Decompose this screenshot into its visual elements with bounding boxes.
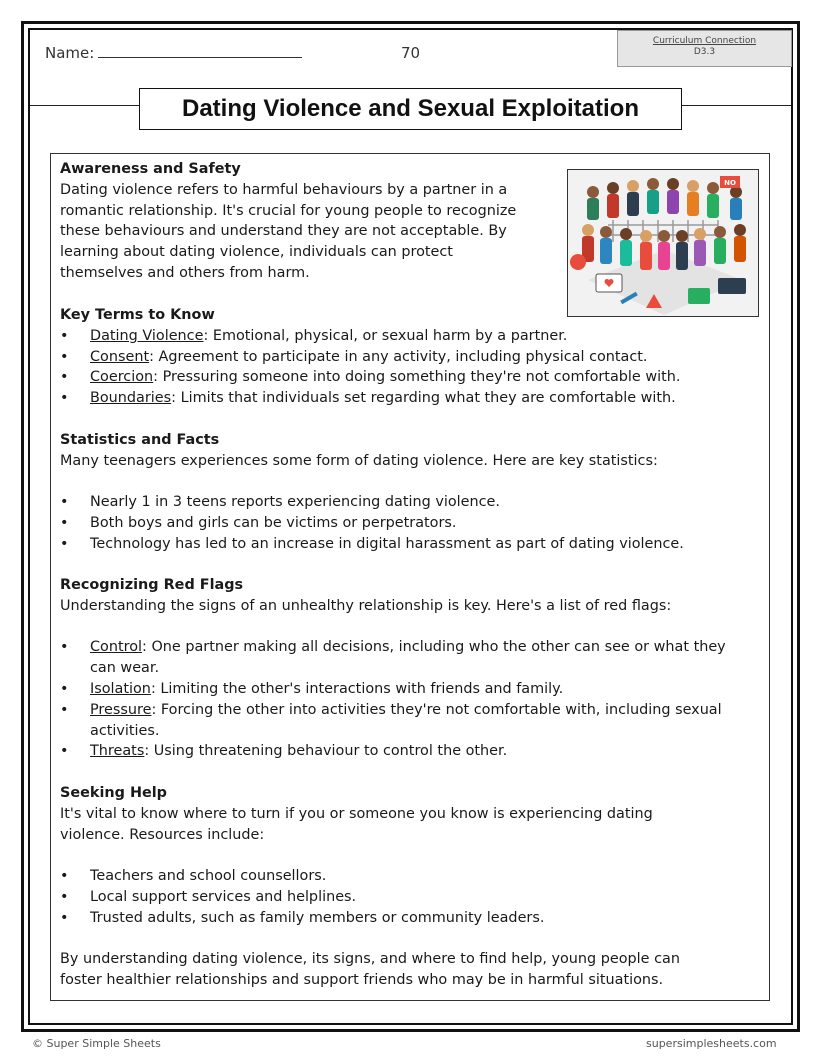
page-number: 70 xyxy=(401,44,421,62)
conclusion-line: By understanding dating violence, its signs, and where to find help, young people can xyxy=(60,951,680,968)
section-awareness xyxy=(60,159,750,284)
awareness-line: these behaviours and understand they are not acceptable. By xyxy=(60,223,507,240)
key-terms-list xyxy=(60,326,750,409)
seeking-help-intro-line: It's vital to know where to turn if you or someone you know is experiencing dating xyxy=(60,805,653,822)
list-item xyxy=(60,347,750,368)
term-definition: : Using threatening behaviour to control the other. xyxy=(144,743,508,760)
key-terms-heading: Key Terms to Know xyxy=(60,307,215,323)
term-definition: : Emotional, physical, or sexual harm by a partner. xyxy=(203,327,568,344)
list-item: • Nearly 1 in 3 teens reports experiencing dating violence. xyxy=(60,492,750,513)
statistics-intro: Many teenagers experiences some form of dating violence. Here are key statistics: xyxy=(60,452,658,469)
term-definition: : Pressuring someone into doing something they're not comfortable with. xyxy=(153,369,681,386)
list-item: • Local support services and helplines. xyxy=(60,887,750,908)
term: Coercion xyxy=(90,369,154,386)
term: Boundaries xyxy=(90,390,172,407)
spacer xyxy=(60,617,750,638)
awareness-line: learning about dating violence, individuals can protect xyxy=(60,244,453,261)
section-key-terms xyxy=(60,305,750,409)
list-item: • Technology has led to an increase in digital harassment as part of dating violence. xyxy=(60,534,750,555)
term-definition: : Agreement to participate in any activity, including physical contact. xyxy=(149,348,648,365)
seeking-help-list xyxy=(60,866,750,928)
term: Dating Violence xyxy=(90,327,204,344)
term: Pressure xyxy=(90,701,152,718)
red-flags-heading: Recognizing Red Flags xyxy=(60,577,244,593)
term: Consent xyxy=(90,348,150,365)
awareness-line: Dating violence refers to harmful behaviours by a partner in a xyxy=(60,181,508,198)
curriculum-code: D3.3 xyxy=(693,47,716,57)
term: Isolation xyxy=(90,680,151,697)
footer-copyright: © Super Simple Sheets xyxy=(32,1037,161,1050)
awareness-line: themselves and others from harm. xyxy=(60,264,310,281)
awareness-line: romantic relationship. It's crucial for young people to recognize xyxy=(60,202,517,219)
name-blank-line[interactable] xyxy=(98,44,302,58)
list-item xyxy=(60,700,750,742)
conclusion-line: foster healthier relationships and support friends who may be in harmful situations. xyxy=(60,972,664,989)
list-item xyxy=(60,637,750,679)
no-sign-text: NO xyxy=(724,179,736,187)
spacer xyxy=(60,929,750,950)
list-item xyxy=(60,326,750,347)
spacer xyxy=(60,472,750,493)
list-item xyxy=(60,388,750,409)
list-item xyxy=(60,367,750,388)
term: Control xyxy=(90,639,143,656)
section-statistics xyxy=(60,430,750,555)
page-title: Dating Violence and Sexual Exploitation xyxy=(139,88,682,130)
term-definition: : Limits that individuals set regarding what they are comfortable with. xyxy=(171,390,676,407)
term-definition: : Forcing the other into activities they're not comfortable with, including sexual activities. xyxy=(90,701,722,739)
name-label: Name: xyxy=(45,44,95,62)
term: Threats xyxy=(90,743,145,760)
curriculum-connection-title: Curriculum Connection xyxy=(652,36,757,46)
list-item: • Trusted adults, such as family members or community leaders. xyxy=(60,908,750,929)
awareness-heading: Awareness and Safety xyxy=(60,161,241,177)
list-item: • Both boys and girls can be victims or perpetrators. xyxy=(60,513,750,534)
red-flags-list xyxy=(60,637,750,762)
section-seeking-help xyxy=(60,783,750,991)
curriculum-connection-box xyxy=(617,30,792,67)
section-red-flags xyxy=(60,575,750,762)
footer-website[interactable]: supersimplesheets.com xyxy=(646,1037,777,1050)
spacer xyxy=(60,845,750,866)
red-flags-intro: Understanding the signs of an unhealthy relationship is key. Here's a list of red flags: xyxy=(60,597,672,614)
list-item: • Teachers and school counsellors. xyxy=(60,866,750,887)
list-item xyxy=(60,679,750,700)
list-item xyxy=(60,741,750,762)
statistics-list xyxy=(60,492,750,554)
name-field[interactable] xyxy=(45,44,302,62)
seeking-help-intro-line: violence. Resources include: xyxy=(60,826,265,843)
term-definition: : Limiting the other's interactions with friends and family. xyxy=(150,680,564,697)
term-definition: : One partner making all decisions, including who the other can see or what they can wear. xyxy=(90,639,726,677)
statistics-heading: Statistics and Facts xyxy=(60,432,220,448)
seeking-help-heading: Seeking Help xyxy=(60,785,167,801)
